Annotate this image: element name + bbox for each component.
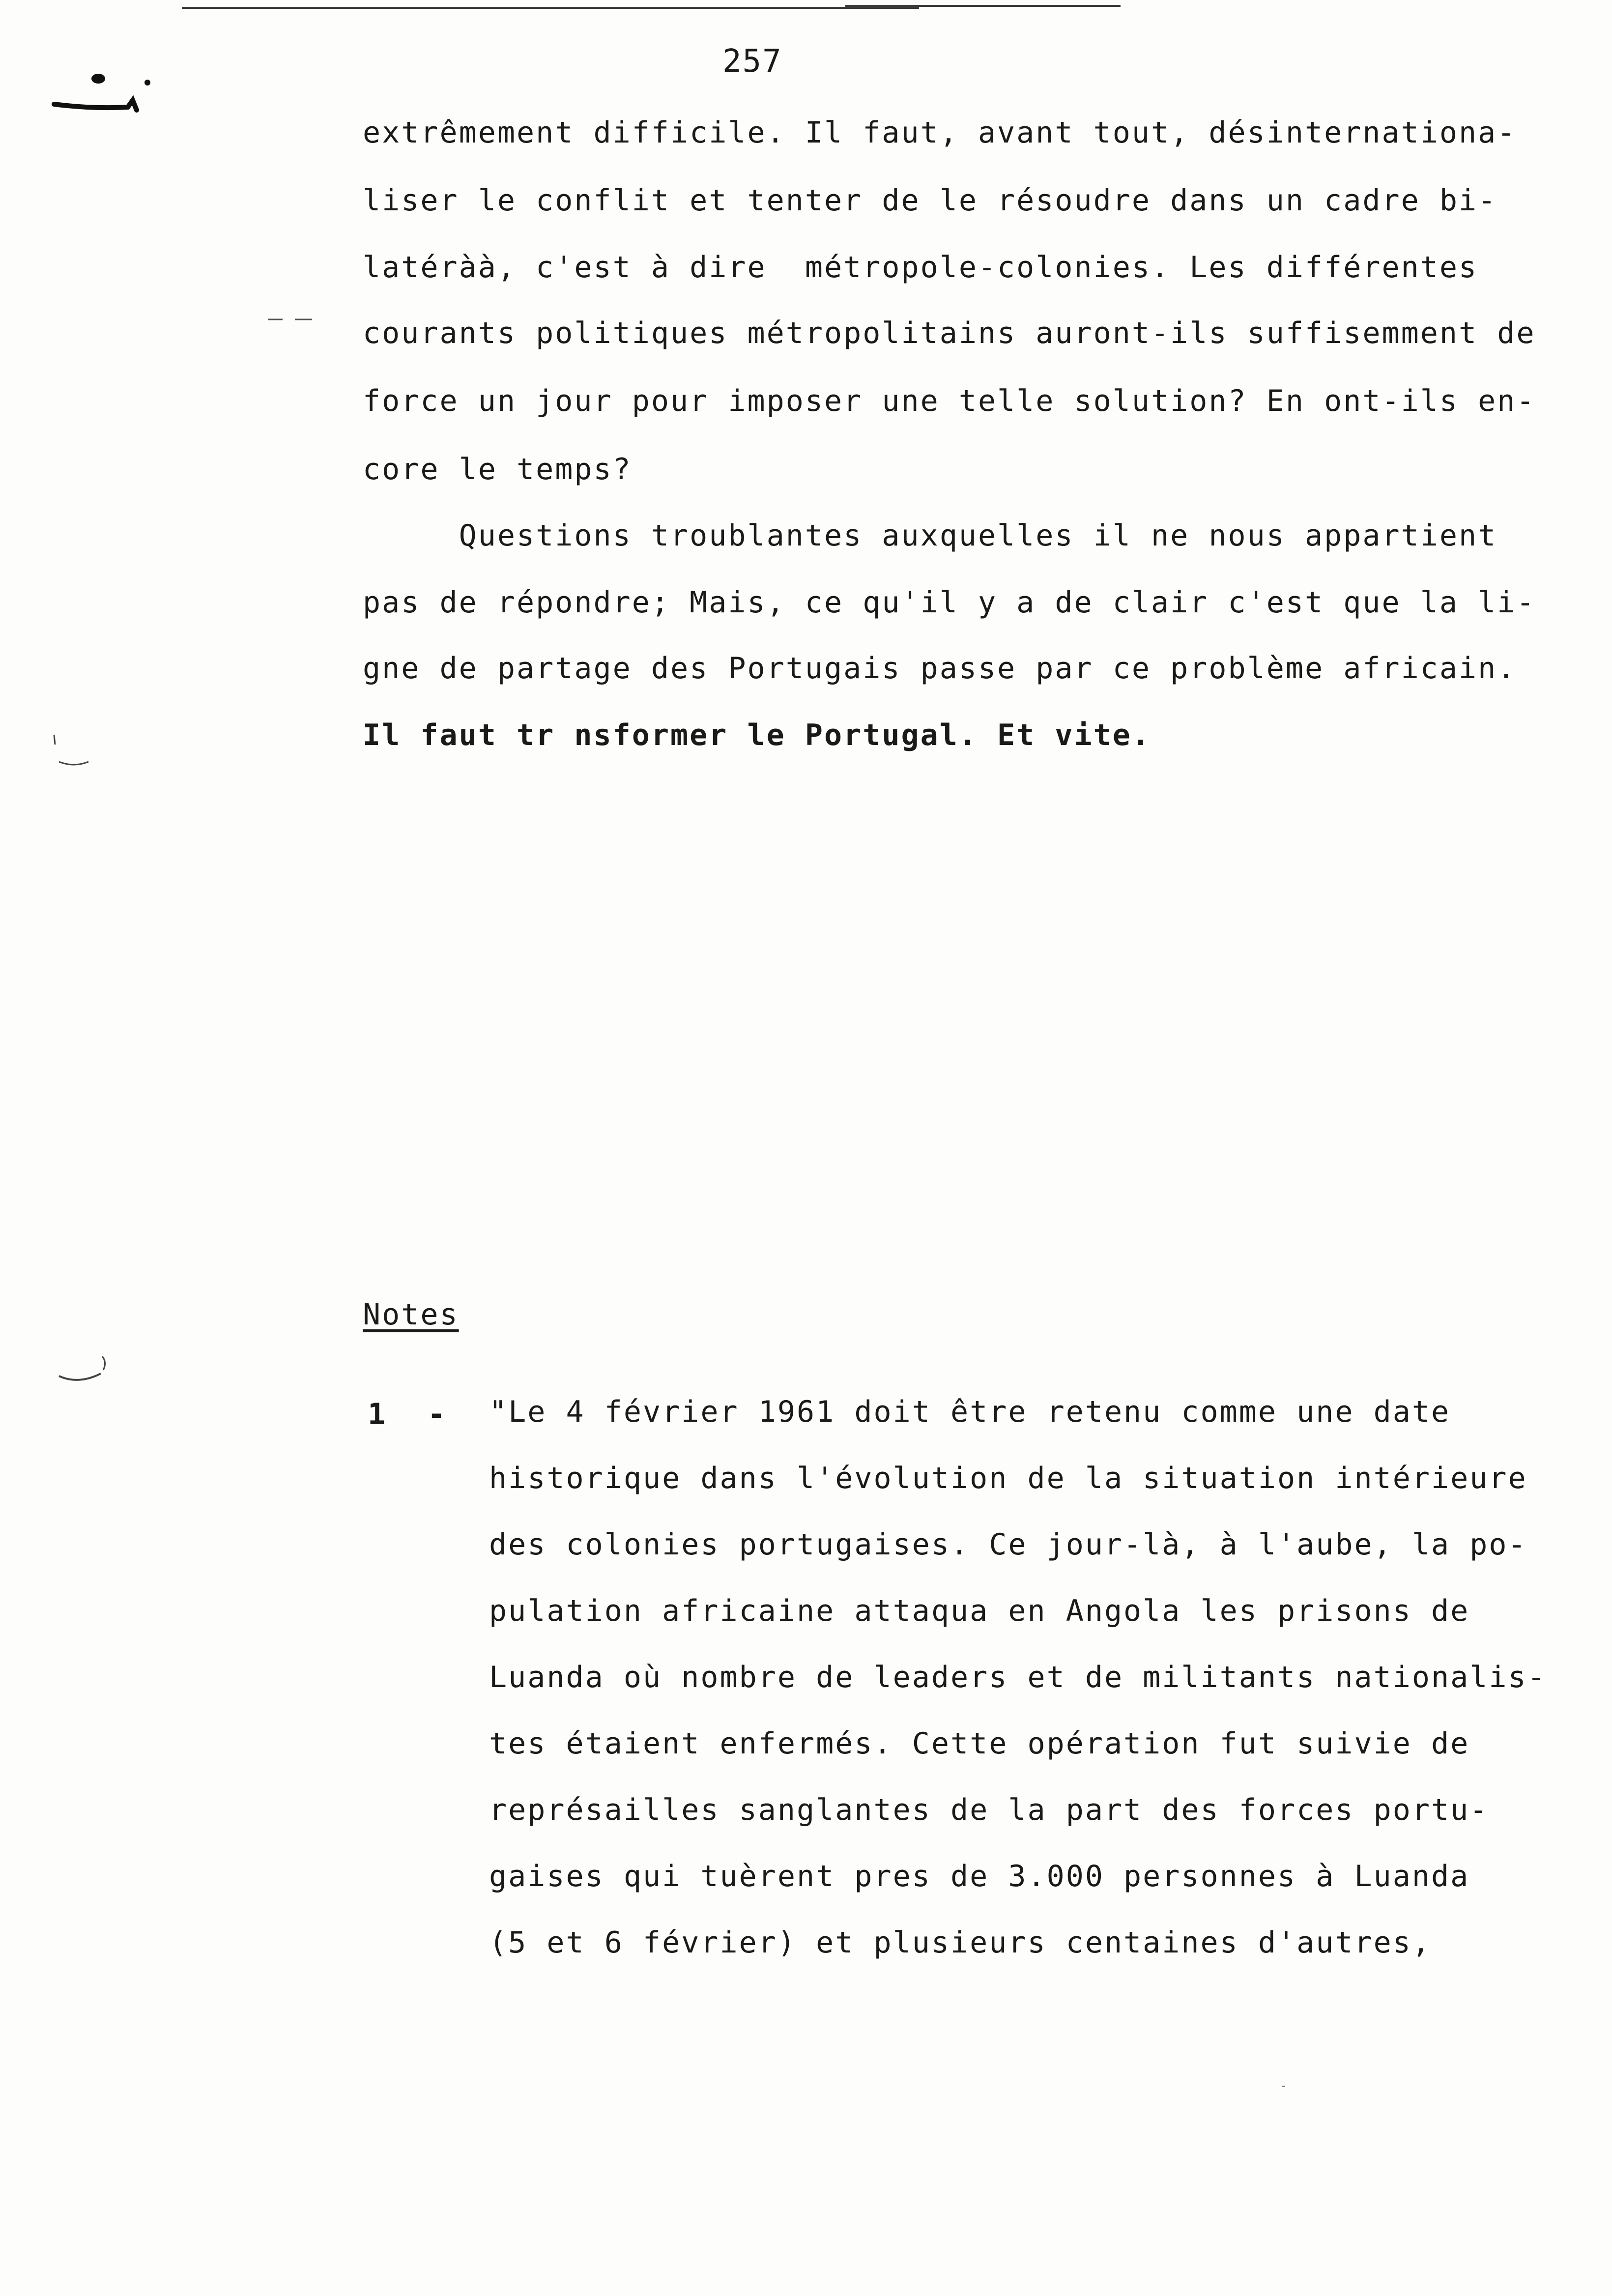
body-line: gne de partage des Portugais passe par ce problème africain. — [363, 651, 1517, 686]
margin-curve-mark — [49, 732, 98, 772]
body-line: core le temps? — [363, 452, 632, 487]
speck-mark — [1282, 2086, 1285, 2087]
top-rule-left — [182, 7, 919, 9]
note-line: "Le 4 février 1961 doit être retenu comme une date — [489, 1395, 1451, 1429]
body-line: Questions troublantes auxquelles il ne nous appartient — [363, 518, 1497, 553]
note-line: représailles sanglantes de la part des forces portu- — [489, 1793, 1489, 1827]
note-line: historique dans l'évolution de la situation intérieure — [489, 1461, 1527, 1495]
body-line: courants politiques métropolitains auront-ils suffisemment de — [363, 316, 1536, 350]
body-line: liser le conflit et tenter de le résoudre dans un cadre bi- — [363, 183, 1497, 218]
notes-heading: Notes — [363, 1297, 459, 1332]
note-dash: - — [428, 1397, 446, 1432]
body-line: Il faut tr nsformer le Portugal. Et vite. — [363, 718, 1151, 752]
page-number: 257 — [722, 43, 782, 80]
body-line: latéràà, c'est à dire métropole-colonies. Les différentes — [363, 250, 1478, 285]
top-rule-right — [845, 5, 1121, 7]
note-line: des colonies portugaises. Ce jour-là, à l'aube, la po- — [489, 1527, 1527, 1562]
body-line: force un jour pour imposer une telle solution? En ont-ils en- — [363, 384, 1536, 418]
note-number: 1 — [368, 1397, 386, 1432]
body-line: extrêmement difficile. Il faut, avant tout, désinternationa- — [363, 115, 1517, 150]
body-line: pas de répondre; Mais, ce qu'il y a de clair c'est que la li- — [363, 585, 1536, 620]
note-line: gaises qui tuèrent pres de 3.000 personnes à Luanda — [489, 1859, 1470, 1894]
margin-dash-mark — [265, 315, 315, 324]
note-line: (5 et 6 février) et plusieurs centaines d'autres, — [489, 1925, 1432, 1960]
note-line: tes étaient enfermés. Cette opération fut suivie de — [489, 1726, 1470, 1761]
margin-bracket-mark — [54, 1347, 113, 1391]
margin-pen-mark — [49, 69, 167, 123]
note-line: Luanda où nombre de leaders et de militants nationalis- — [489, 1660, 1547, 1694]
note-line: pulation africaine attaqua en Angola les prisons de — [489, 1594, 1470, 1628]
